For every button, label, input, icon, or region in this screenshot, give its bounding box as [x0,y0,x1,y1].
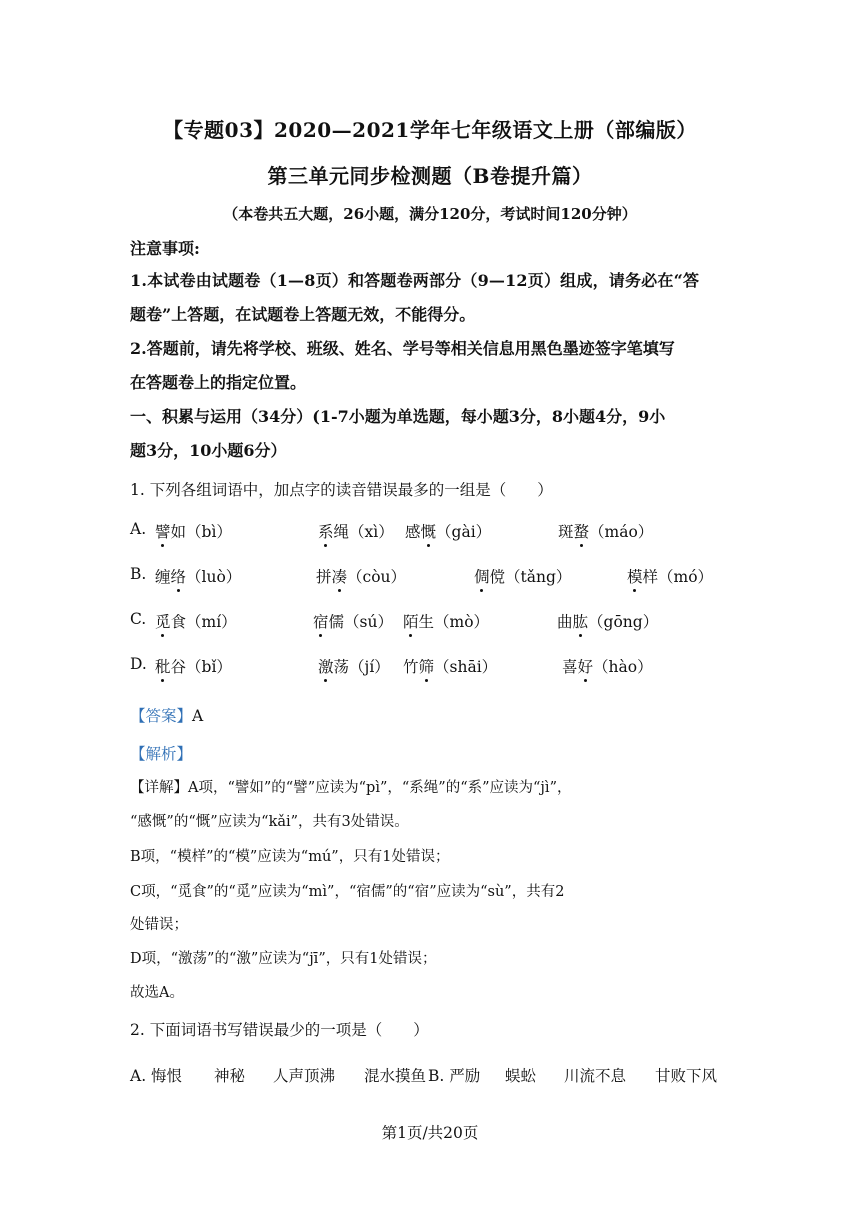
detail-line-7: 故选A。 [130,985,184,1001]
question-2-stem: 2. 下面词语书写错误最少的一项是（ ） [130,1021,429,1039]
detail-line-6: D项，“激荡”的“激”应读为“jī”，只有1处错误； [130,951,437,967]
option-a-word-4: 斑蝥（máo） [558,520,653,542]
option-c-label: C. [130,610,147,628]
q2-option-a-word-1: A. 悔恨 [130,1067,183,1085]
option-b-word-3: 倜傥（tǎng） [474,565,571,587]
analysis-tag: 【解析】 [130,745,193,763]
option-a-word-2: 系绳（xì） [318,520,394,542]
answer-value: A [192,707,204,725]
notice-item-2-line-2: 在答题卷上的指定位置。 [130,373,307,392]
option-d-word-2: 激荡（jí） [318,655,390,677]
detail-line-1: 【详解】A项，“譬如”的“譬”应读为“pì”，“系绳”的“系”应读为“jì”， [130,780,572,796]
exam-subtitle: （本卷共五大题，26小题，满分120分，考试时间120分钟） [223,205,637,223]
section-heading-line-1: 一、积累与运用（34分）(1-7小题为单选题，每小题3分，8小题4分，9小 [130,407,666,426]
option-c-word-1: 觅食（mí） [155,610,237,632]
q2-option-a-word-4: 混水摸鱼 [364,1067,427,1085]
option-c-word-3: 陌生（mò） [403,610,489,632]
detail-line-2: “感慨”的“慨”应读为“kǎi”，共有3处错误。 [130,814,409,830]
page-title: 【专题03】2020—2021学年七年级语文上册（部编版） [163,118,697,142]
detail-line-3: B项，“模样”的“模”应读为“mú”，只有1处错误； [130,849,450,865]
option-d-word-3: 竹筛（shāi） [403,655,497,677]
option-d-label: D. [130,655,147,673]
detail-line-5: 处错误； [130,917,188,933]
q2-option-b-word-1: B. 严励 [428,1067,481,1085]
option-c-word-4: 曲肱（gōng） [557,610,658,632]
answer-tag: 【答案】 [130,707,193,725]
section-heading-line-2: 题3分，10小题6分） [130,441,287,460]
notice-item-1-line-2: 题卷”上答题，在试题卷上答题无效，不能得分。 [130,305,476,324]
option-d-word-4: 喜好（hào） [562,655,653,677]
option-a-word-1: 譬如（bì） [155,520,232,542]
q2-option-a-word-2: 神秘 [214,1067,246,1085]
question-1-stem: 1. 下列各组词语中，加点字的读音错误最多的一组是（ ） [130,481,553,499]
q2-option-b-word-2: 蜈蚣 [505,1067,537,1085]
q2-option-b-word-3: 川流不息 [564,1067,627,1085]
option-c-word-2: 宿儒（sú） [313,610,393,632]
option-a-label: A. [130,520,147,538]
option-b-word-4: 模样（mó） [627,565,713,587]
option-a-word-3: 感慨（gài） [405,520,491,542]
option-b-label: B. [130,565,147,583]
notice-item-1-line-1: 1.本试卷由试题卷（1—8页）和答题卷两部分（9—12页）组成，请务必在“答 [130,271,700,290]
q2-option-a-word-3: 人声顶沸 [273,1067,336,1085]
notice-item-2-line-1: 2.答题前，请先将学校、班级、姓名、学号等相关信息用黑色墨迹签字笔填写 [130,339,675,358]
answer-line [130,704,203,726]
option-b-word-2: 拼凑（còu） [316,565,406,587]
page-number: 第1页/共20页 [381,1124,479,1142]
q2-option-b-word-4: 甘败下风 [655,1067,718,1085]
detail-line-4: C项，“觅食”的“觅”应读为“mì”，“宿儒”的“宿”应读为“sù”，共有2 [130,884,565,900]
option-b-word-1: 缠络（luò） [155,565,241,587]
option-d-word-1: 秕谷（bǐ） [155,655,232,677]
page-title-line2: 第三单元同步检测题（B卷提升篇） [267,164,593,188]
notice-heading: 注意事项: [130,239,200,258]
